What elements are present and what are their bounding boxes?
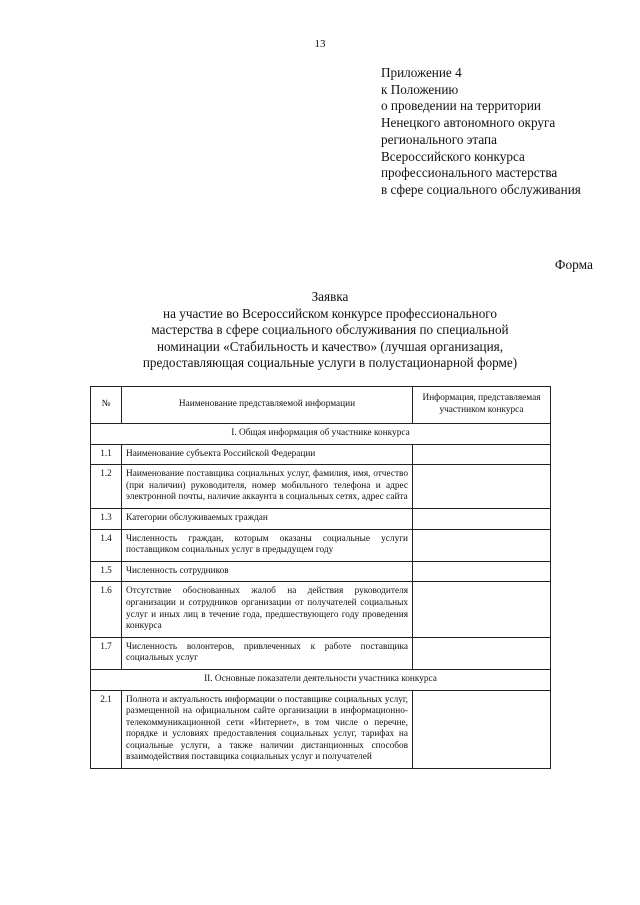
header-number: № [91, 387, 122, 424]
row-description: Наименование субъекта Российской Федерации [122, 444, 413, 465]
row-number: 1.6 [91, 582, 122, 637]
appendix-line: Ненецкого автономного округа [381, 115, 556, 131]
table-row [91, 637, 551, 669]
row-number: 1.3 [91, 508, 122, 529]
section-row [91, 669, 551, 690]
row-description: Численность сотрудников [122, 561, 413, 582]
row-value-cell[interactable] [413, 690, 551, 769]
row-value-cell[interactable] [413, 465, 551, 509]
document-title [100, 289, 560, 372]
row-description: Категории обслуживаемых граждан [122, 508, 413, 529]
row-description: Численность граждан, которым оказаны социальные услуги поставщиком социальных услуг в предыдущем году [122, 529, 413, 561]
appendix-line: регионального этапа [381, 131, 497, 147]
header-info-name: Наименование представляемой информации [122, 387, 413, 424]
appendix-block [381, 65, 581, 199]
row-value-cell[interactable] [413, 444, 551, 465]
title-line: на участие во Всероссийском конкурсе профессионального [163, 305, 497, 321]
row-description: Полнота и актуальность информации о поставщике социальных услуг, размещенной на официальном сайте организации в информационно-телекоммуникационной сети «Интернет», в том числе о перечне, порядке и условиях предоставления социальных услуг, тарифах на социальные услуги, а также наличии дистанционных способов взаимодействия поставщика социальных услуг и получателей [122, 690, 413, 769]
title-line: мастерства в сфере социального обслуживания по специальной [151, 322, 509, 338]
form-label: Форма [554, 257, 593, 272]
title-line: Заявка [311, 289, 349, 304]
section-title: I. Общая информация об участнике конкурса [91, 424, 551, 445]
table-row [91, 465, 551, 509]
row-description: Отсутствие обоснованных жалоб на действия руководителя организации и сотрудников организации от получателей социальных услуг и иных лиц в течение года, предшествующего году проведения конкурса [122, 582, 413, 637]
section-title: II. Основные показатели деятельности участника конкурса [91, 669, 551, 690]
row-number: 1.5 [91, 561, 122, 582]
row-number: 1.2 [91, 465, 122, 509]
appendix-line: Приложение 4 [381, 65, 462, 80]
row-number: 1.7 [91, 637, 122, 669]
row-value-cell[interactable] [413, 637, 551, 669]
row-value-cell[interactable] [413, 529, 551, 561]
application-form-table [90, 386, 551, 769]
row-number: 1.4 [91, 529, 122, 561]
table-row [91, 529, 551, 561]
title-line: предоставляющая социальные услуги в полустационарной форме) [142, 355, 518, 371]
appendix-line: к Положению [381, 81, 459, 97]
row-description: Численность волонтеров, привлеченных к работе поставщика социальных услуг [122, 637, 413, 669]
row-number: 2.1 [91, 690, 122, 769]
row-value-cell[interactable] [413, 561, 551, 582]
appendix-line: Всероссийского конкурса [381, 148, 525, 164]
section-row [91, 424, 551, 445]
table-row [91, 690, 551, 769]
row-value-cell[interactable] [413, 508, 551, 529]
header-participant-info: Информация, представляемая участником конкурса [413, 387, 551, 424]
page-number: 13 [314, 38, 326, 50]
row-value-cell[interactable] [413, 582, 551, 637]
row-number: 1.1 [91, 444, 122, 465]
title-line: номинации «Стабильность и качество» (лучшая организация, [156, 338, 504, 354]
table-row [91, 508, 551, 529]
table-row [91, 582, 551, 637]
appendix-line: профессионального мастерства [381, 165, 558, 181]
row-description: Наименование поставщика социальных услуг, фамилия, имя, отчество (при наличии) руководителя, номер мобильного телефона и адрес электронной почты, наличие аккаунта в социальных сетях, адрес сайта [122, 465, 413, 509]
table-header-row [91, 387, 551, 424]
appendix-line: о проведении на территории [381, 98, 541, 114]
appendix-line: в сфере социального обслуживания [381, 181, 581, 197]
table-row [91, 444, 551, 465]
table-row [91, 561, 551, 582]
